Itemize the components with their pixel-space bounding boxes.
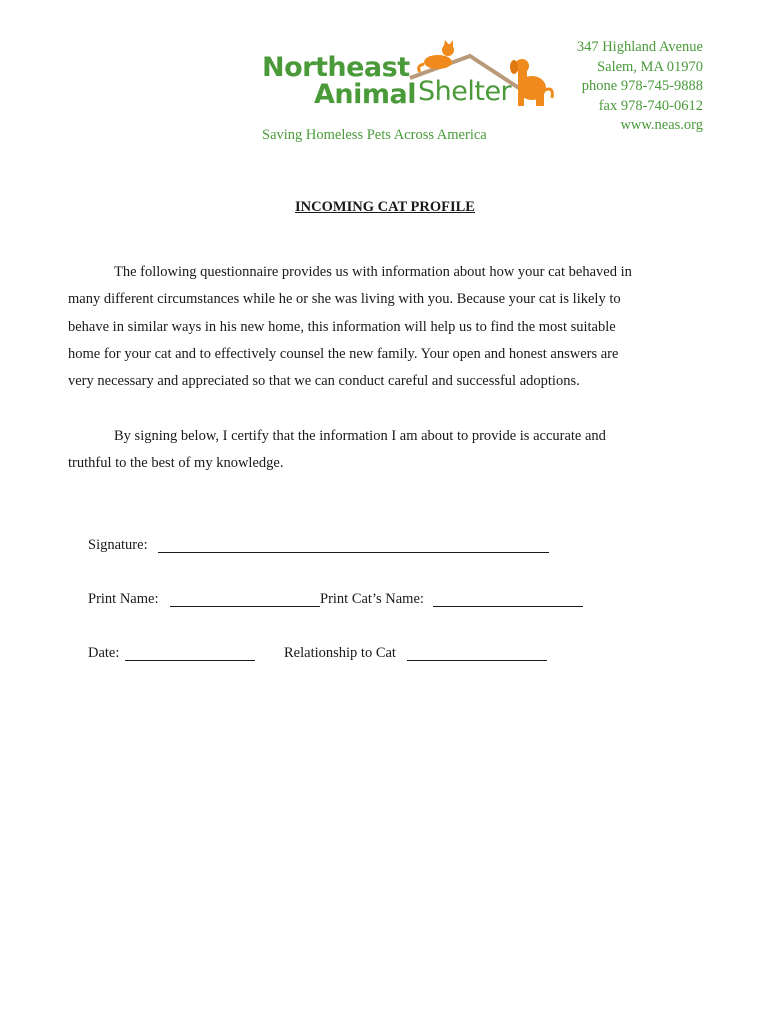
logo-text-animal: Animal <box>314 79 416 110</box>
address-city: Salem, MA 01970 <box>597 58 703 75</box>
print-cat-name-row <box>320 591 424 608</box>
print-cat-name-label: Print Cat’s Name: <box>320 591 424 607</box>
relationship-row <box>284 645 396 662</box>
print-name-field[interactable] <box>170 592 320 607</box>
print-cat-name-field[interactable] <box>433 592 583 607</box>
address-street: 347 Highland Avenue <box>576 39 703 55</box>
date-row <box>88 645 119 662</box>
paragraph-line: home for your cat and to effectively counsel the new family. Your open and honest answers are <box>68 345 619 362</box>
paragraph-line: By signing below, I certify that the information I am about to provide is accurate and <box>114 428 606 444</box>
address-phone: phone 978-745-9888 <box>581 78 703 94</box>
paragraph-line: many different circumstances while he or she was living with you. Because your cat is likely to <box>68 291 621 308</box>
date-field[interactable] <box>125 646 255 661</box>
logo-text-shelter: Shelter <box>418 76 512 107</box>
shelter-logo <box>260 38 560 110</box>
signature-row <box>88 537 148 554</box>
logo-text-northeast: Northeast <box>262 52 410 83</box>
paragraph-line: behave in similar ways in his new home, this information will help us to find the most suitable <box>68 318 616 335</box>
address-website: www.neas.org <box>620 117 703 133</box>
address-fax: fax 978-740-0612 <box>598 97 703 114</box>
date-label: Date: <box>88 645 120 661</box>
print-name-row <box>88 591 158 608</box>
contact-address <box>577 38 703 136</box>
signature-label: Signature: <box>88 537 148 553</box>
paragraph-line: The following questionnaire provides us with information about how your cat behaved in <box>114 264 632 280</box>
signature-field[interactable] <box>158 538 549 553</box>
paragraph-line: truthful to the best of my knowledge. <box>68 455 284 472</box>
relationship-label: Relationship to Cat <box>284 645 396 661</box>
relationship-field[interactable] <box>407 646 547 661</box>
tagline: Saving Homeless Pets Across America <box>262 127 487 143</box>
print-name-label: Print Name: <box>88 591 159 607</box>
page-title: INCOMING CAT PROFILE <box>295 199 475 215</box>
certification-paragraph <box>68 423 708 478</box>
paragraph-line: very necessary and appreciated so that we can conduct careful and successful adoptions. <box>68 373 580 390</box>
intro-paragraph <box>68 259 708 395</box>
